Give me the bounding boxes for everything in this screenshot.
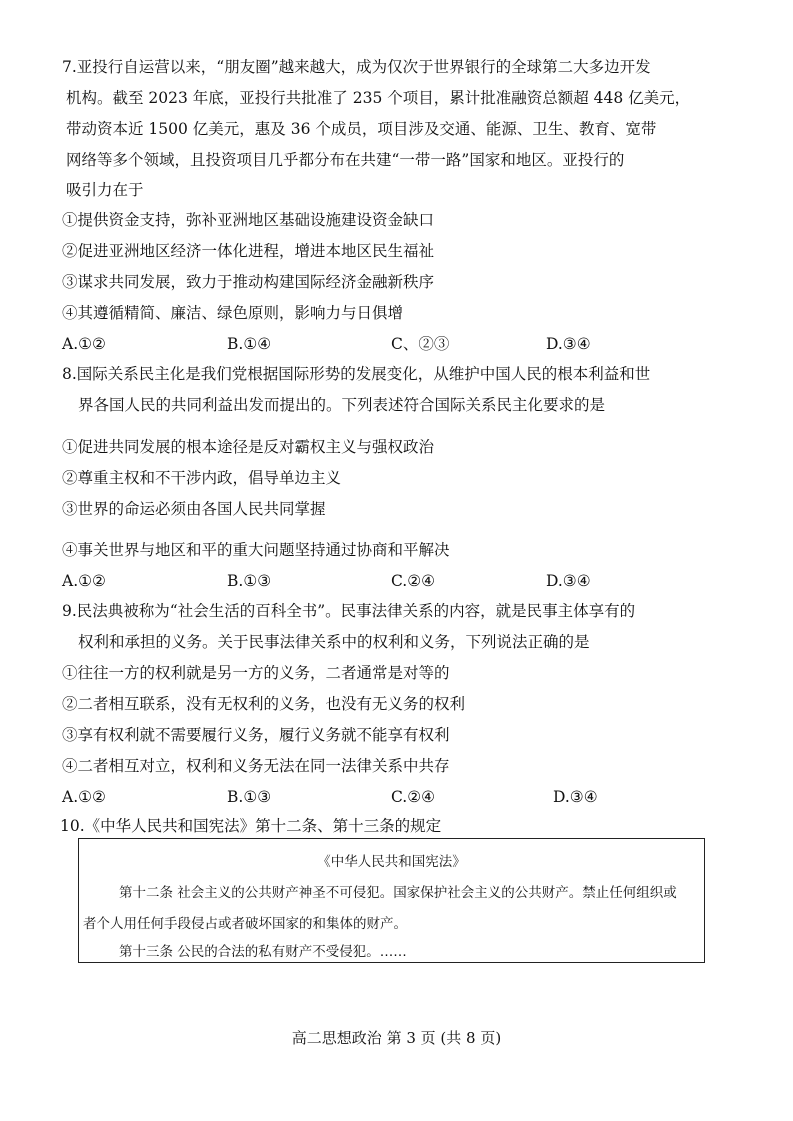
q9-option-b[interactable]: B.①③	[227, 788, 272, 806]
q7-stem-line-1: 7.亚投行自运营以来，“朋友圈”越来越大，成为仅次于世界银行的全球第二大多边开发	[62, 58, 651, 76]
q9-option-c[interactable]: C.②④	[391, 788, 436, 806]
q7-item-1: ①提供资金支持，弥补亚洲地区基础设施建设资金缺口	[62, 211, 435, 229]
q7-item-2: ②促进亚洲地区经济一体化进程，增进本地区民生福祉	[62, 242, 435, 260]
excerpt-title: 《中华人民共和国宪法》	[317, 854, 466, 870]
q8-option-d[interactable]: D.③④	[546, 572, 591, 590]
q9-stem-line-1: 9.民法典被称为“社会生活的百科全书”。民事法律关系的内容，就是民事主体享有的	[62, 602, 636, 620]
q7-option-d[interactable]: D.③④	[546, 335, 591, 353]
q9-stem-line-2: 权利和承担的义务。关于民事法律关系中的权利和义务，下列说法正确的是	[78, 633, 590, 651]
q9-item-1: ①往往一方的权利就是另一方的义务，二者通常是对等的	[62, 664, 450, 682]
q7-item-3: ③谋求共同发展，致力于推动构建国际经济金融新秩序	[62, 273, 435, 291]
q8-option-c[interactable]: C.②④	[391, 572, 436, 590]
q7-item-4: ④其遵循精简、廉洁、绿色原则，影响力与日俱增	[62, 304, 404, 322]
q9-option-a[interactable]: A.①②	[62, 788, 106, 806]
q9-item-4: ④二者相互对立，权利和义务无法在同一法律关系中共存	[62, 757, 450, 775]
q7-option-b[interactable]: B.①④	[227, 335, 272, 353]
q7-stem-line-4: 网络等多个领域，且投资项目几乎都分布在共建“一带一路”国家和地区。亚投行的	[66, 151, 625, 169]
q10-stem: 10.《中华人民共和国宪法》第十二条、第十三条的规定	[60, 817, 442, 835]
q8-option-b[interactable]: B.①③	[227, 572, 272, 590]
q7-stem-line-5: 吸引力在于	[66, 181, 144, 199]
page-footer: 高二思想政治 第 3 页 (共 8 页)	[291, 1029, 502, 1047]
q8-item-3: ③世界的命运必须由各国人民共同掌握	[62, 500, 326, 518]
excerpt-article-12-line-2: 者个人用任何手段侵占或者破坏国家的和集体的财产。	[83, 916, 407, 932]
q8-stem-line-1: 8.国际关系民主化是我们党根据国际形势的发展变化，从维护中国人民的根本利益和世	[62, 365, 651, 383]
q8-item-4: ④事关世界与地区和平的重大问题坚持通过协商和平解决	[62, 541, 450, 559]
q9-option-d[interactable]: D.③④	[553, 788, 598, 806]
q9-item-3: ③享有权利就不需要履行义务，履行义务就不能享有权利	[62, 726, 450, 744]
q8-item-1: ①促进共同发展的根本途径是反对霸权主义与强权政治	[62, 438, 435, 456]
excerpt-article-13: 第十三条 公民的合法的私有财产不受侵犯。……	[119, 944, 407, 960]
q7-stem-line-2: 机构。截至 2023 年底，亚投行共批准了 235 个项目，累计批准融资总额超 448 亿美元，	[66, 89, 691, 107]
excerpt-article-12-line-1: 第十二条 社会主义的公共财产神圣不可侵犯。国家保护社会主义的公共财产。禁止任何组织或	[119, 885, 677, 901]
q7-stem-line-3: 带动资本近 1500 亿美元，惠及 36 个成员，项目涉及交通、能源、卫生、教育、宽带	[66, 120, 657, 138]
q8-stem-line-2: 界各国人民的共同利益出发而提出的。下列表述符合国际关系民主化要求的是	[78, 396, 606, 414]
q8-option-a[interactable]: A.①②	[62, 572, 106, 590]
q9-item-2: ②二者相互联系，没有无权利的义务，也没有无义务的权利	[62, 695, 466, 713]
q9-options	[62, 787, 722, 807]
q7-options	[62, 334, 722, 354]
q8-options	[62, 571, 722, 591]
q8-item-2: ②尊重主权和不干涉内政，倡导单边主义	[62, 469, 342, 487]
constitution-excerpt-box	[78, 838, 705, 963]
q7-option-c[interactable]: C、②③	[391, 335, 450, 353]
q7-option-a[interactable]: A.①②	[62, 335, 106, 353]
